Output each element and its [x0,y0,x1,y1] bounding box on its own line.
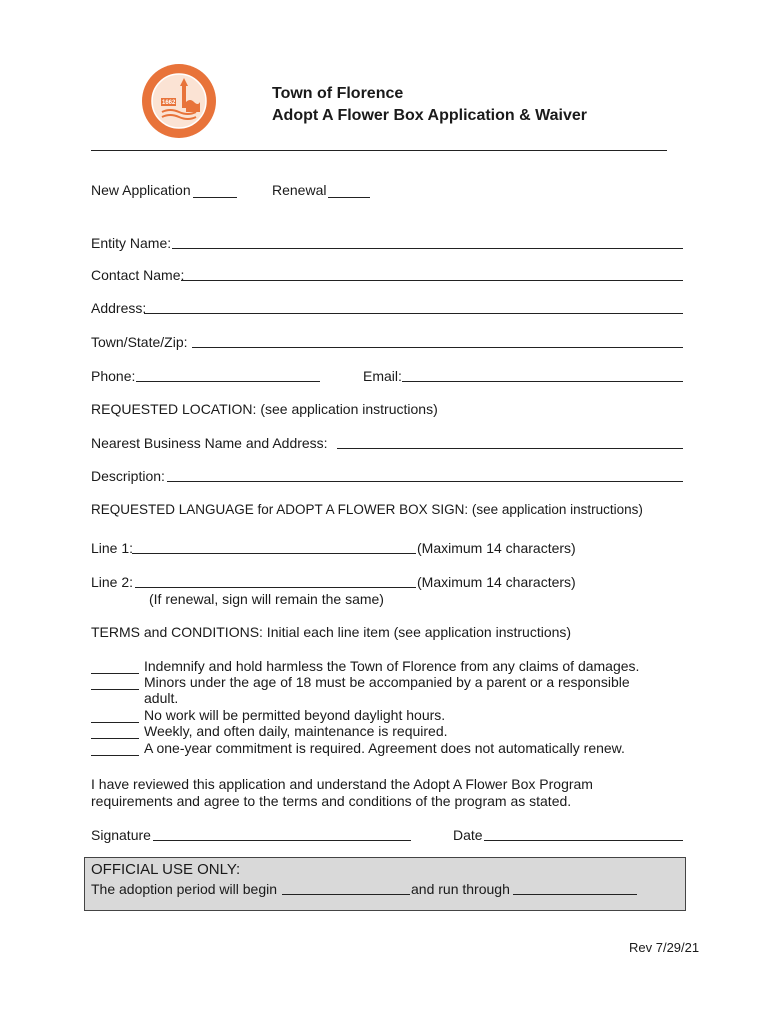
address-field[interactable] [144,300,683,314]
town-state-zip-field[interactable] [192,334,683,348]
new-application-label: New Application [91,182,191,198]
date-field[interactable] [484,827,683,841]
date-label: Date [453,827,483,843]
sign-line2-field[interactable] [135,574,416,588]
term-item: Minors under the age of 18 must be accompanied by a parent or a responsible [144,674,630,690]
sign-line1-label: Line 1: [91,540,134,556]
email-label: Email: [363,368,402,384]
term-item: A one-year commitment is required. Agreement does not automatically renew. [144,740,625,756]
adoption-through-label: and run through [411,881,510,897]
revision-note: Rev 7/29/21 [629,940,700,955]
official-use-heading: OFFICIAL USE ONLY: [91,861,241,878]
seal-year: 1662 [162,100,176,106]
renewal-field[interactable] [328,184,370,198]
description-label: Description: [91,468,165,484]
email-field[interactable] [402,368,683,382]
initial-field-1[interactable] [91,660,139,674]
phone-field[interactable] [136,368,320,382]
renewal-label: Renewal [272,182,327,198]
nearest-business-field[interactable] [337,435,683,449]
new-application-field[interactable] [193,184,237,198]
description-field[interactable] [167,468,683,482]
initial-field-2[interactable] [91,676,139,690]
agreement-text-line1: I have reviewed this application and understand the Adopt A Flower Box Program [91,776,593,792]
address-label: Address: [91,300,147,316]
phone-label: Phone: [91,368,136,384]
renewal-sign-note: (If renewal, sign will remain the same) [149,591,384,607]
agreement-text-line2: requirements and agree to the terms and conditions of the program as stated. [91,793,572,809]
form-title: Adopt A Flower Box Application & Waiver [272,107,587,124]
initial-field-5[interactable] [91,742,139,756]
term-item-continued: adult. [144,690,179,706]
adoption-through-field[interactable] [513,881,637,895]
contact-name-label: Contact Name: [91,267,185,283]
sign-line1-field[interactable] [132,540,416,554]
requested-location-heading: REQUESTED LOCATION: (see application instructions) [91,401,438,417]
adoption-begin-field[interactable] [282,881,410,895]
term-item: Weekly, and often daily, maintenance is required. [144,723,448,739]
sign-line2-label: Line 2: [91,574,134,590]
signature-field[interactable] [153,827,411,841]
contact-name-field[interactable] [181,267,683,281]
term-item: No work will be permitted beyond daylight hours. [144,707,446,723]
sign-line1-note: (Maximum 14 characters) [417,540,576,556]
header-divider [91,150,667,151]
town-seal-icon [140,62,218,140]
town-state-zip-label: Town/State/Zip: [91,334,188,350]
entity-name-field[interactable] [172,235,683,249]
sign-line2-note: (Maximum 14 characters) [417,574,576,590]
term-item: Indemnify and hold harmless the Town of Florence from any claims of damages. [144,658,640,674]
entity-name-label: Entity Name: [91,235,172,251]
initial-field-3[interactable] [91,709,139,723]
terms-heading: TERMS and CONDITIONS: Initial each line item (see application instructions) [91,624,572,640]
signature-label: Signature [91,827,151,843]
sign-language-heading: REQUESTED LANGUAGE for ADOPT A FLOWER BOX SIGN: (see application instructions) [91,502,643,517]
initial-field-4[interactable] [91,725,139,739]
nearest-business-label: Nearest Business Name and Address: [91,435,328,451]
town-title: Town of Florence [272,85,404,102]
adoption-begin-label: The adoption period will begin [91,881,278,897]
